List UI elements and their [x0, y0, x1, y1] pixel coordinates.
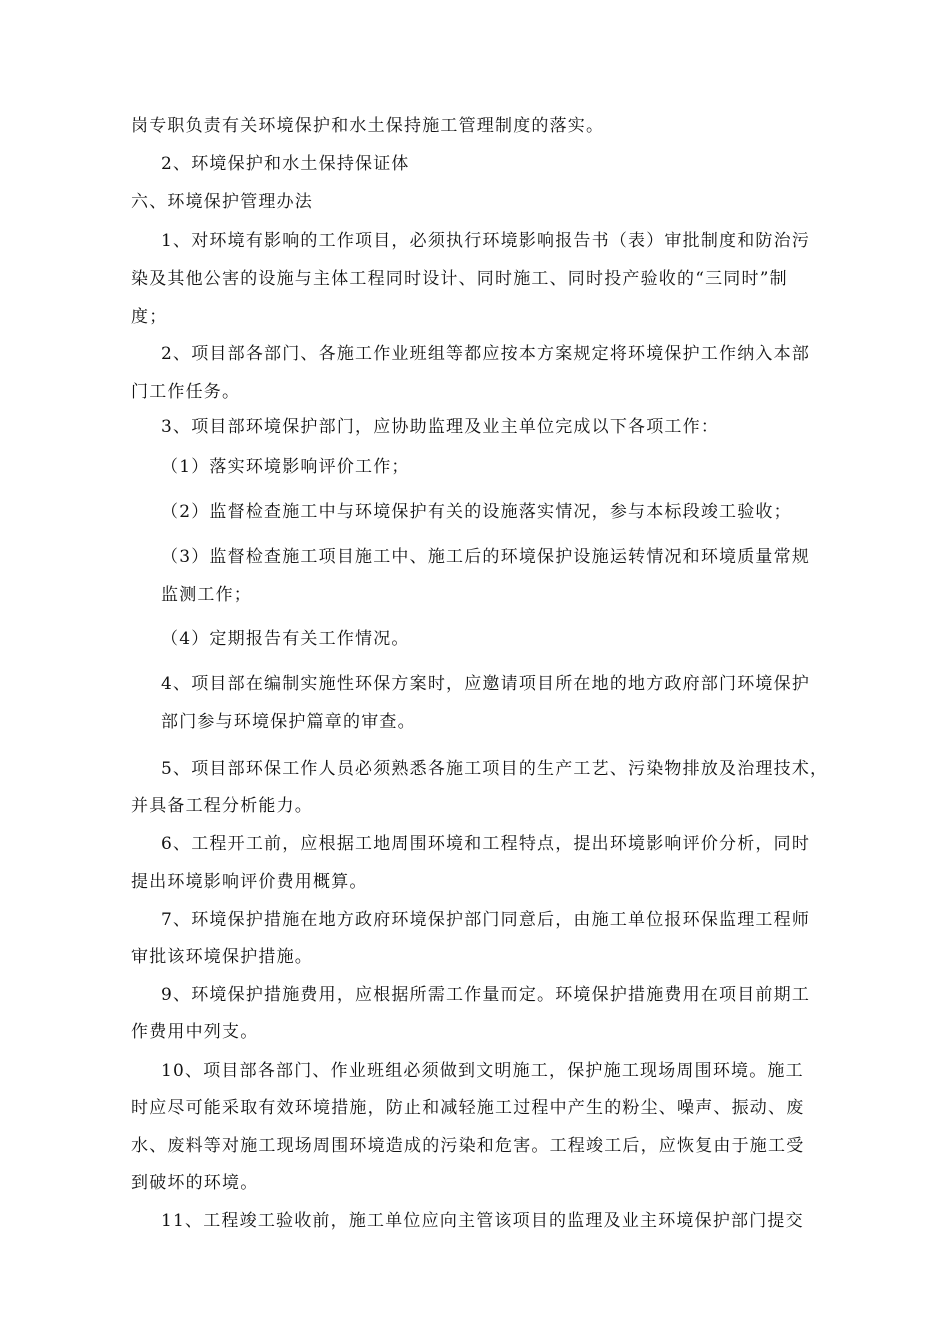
paragraph-line: 审批该环境保护措施。 [131, 947, 313, 967]
paragraph-line: 部门参与环境保护篇章的审查。 [161, 712, 416, 732]
list-item: （3）监督检查施工项目施工中、施工后的环境保护设施运转情况和环境质量常规 [161, 547, 811, 567]
paragraph-line: 3、项目部环境保护部门，应协助监理及业主单位完成以下各项工作： [161, 417, 720, 437]
list-item: （4）定期报告有关工作情况。 [161, 629, 410, 649]
paragraph-line: 10、项目部各部门、作业班组必须做到文明施工，保护施工现场周围环境。施工 [161, 1061, 804, 1081]
paragraph-line: 4、项目部在编制实施性环保方案时，应邀请项目所在地的地方政府部门环境保护 [161, 674, 811, 694]
list-item: 监测工作； [161, 585, 252, 605]
paragraph-line: 9、环境保护措施费用，应根据所需工作量而定。环境保护措施费用在项目前期工 [161, 985, 811, 1005]
list-item: （2）监督检查施工中与环境保护有关的设施落实情况，参与本标段竣工验收； [161, 502, 792, 522]
paragraph-line: 2、项目部各部门、各施工作业班组等都应按本方案规定将环境保护工作纳入本部 [161, 344, 811, 364]
paragraph-line: 1、对环境有影响的工作项目，必须执行环境影响报告书（表）审批制度和防治污 [161, 231, 811, 251]
section-heading: 六、环境保护管理办法 [131, 192, 313, 212]
paragraph-line: 作费用中列支。 [131, 1022, 259, 1042]
list-item: （1）落实环境影响评价工作； [161, 457, 410, 477]
paragraph-line: 时应尽可能采取有效环境措施，防止和减轻施工过程中产生的粉尘、噪声、振动、废 [131, 1098, 805, 1118]
paragraph-line: 6、工程开工前，应根据工地周围环境和工程特点，提出环境影响评价分析，同时 [161, 834, 811, 854]
paragraph-line: 到破坏的环境。 [131, 1173, 259, 1193]
paragraph-line: 5、项目部环保工作人员必须熟悉各施工项目的生产工艺、污染物排放及治理技术， [161, 759, 829, 779]
paragraph-line: 7、环境保护措施在地方政府环境保护部门同意后，由施工单位报环保监理工程师 [161, 910, 811, 930]
paragraph-line: 水、废料等对施工现场周围环境造成的污染和危害。工程竣工后，应恢复由于施工受 [131, 1136, 805, 1156]
paragraph-line: 11、工程竣工验收前，施工单位应向主管该项目的监理及业主环境保护部门提交 [161, 1211, 804, 1231]
paragraph-line: 岗专职负责有关环境保护和水土保持施工管理制度的落实。 [131, 116, 605, 136]
section-heading: 2、环境保护和水土保持保证体 [161, 154, 410, 174]
paragraph-line: 度； [131, 307, 168, 327]
paragraph-line: 并具备工程分析能力。 [131, 796, 313, 816]
paragraph-line: 提出环境影响评价费用概算。 [131, 872, 368, 892]
paragraph-line: 染及其他公害的设施与主体工程同时设计、同时施工、同时投产验收的“三同时”制 [131, 269, 788, 289]
paragraph-line: 门工作任务。 [131, 382, 241, 402]
